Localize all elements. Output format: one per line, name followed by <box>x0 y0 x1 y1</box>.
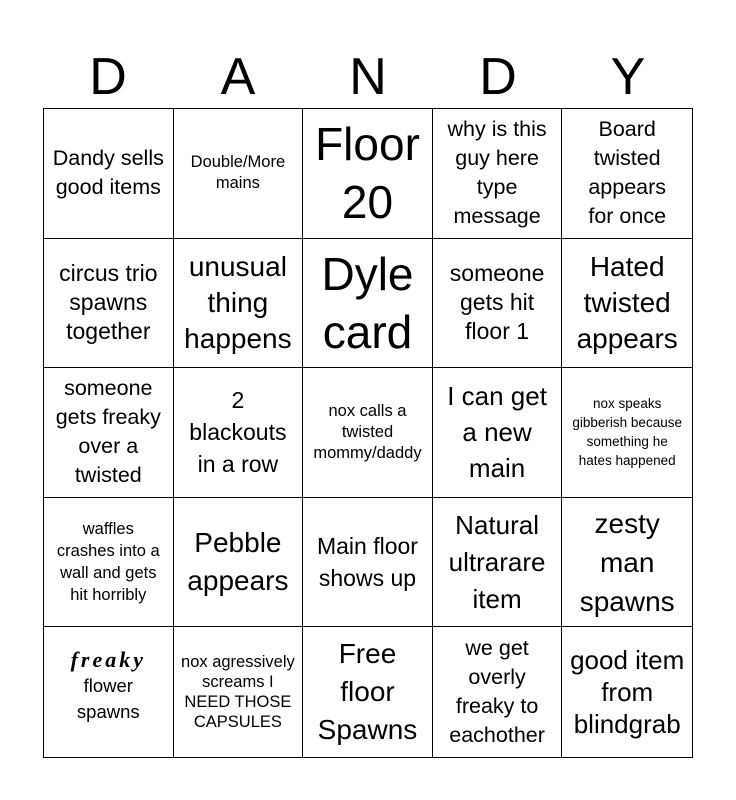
bingo-cell-13[interactable] <box>303 368 433 498</box>
bingo-cell-1[interactable] <box>44 109 174 239</box>
cell-text: nox speaks gibberish because something he hates happened <box>572 396 682 469</box>
cell-text: Floor 20 <box>315 118 420 229</box>
cell-text: zesty man spawns <box>579 507 675 617</box>
cell-text: I can get a new main <box>447 381 547 484</box>
bingo-cell-10[interactable] <box>562 239 692 369</box>
cell-text: Natural ultrarare item <box>448 509 546 614</box>
cell-text: Dandy sells good items <box>52 146 164 200</box>
cell-text: Double/More mains <box>190 153 286 193</box>
cell-text: someone gets hit floor 1 <box>449 260 545 345</box>
bingo-cell-4[interactable] <box>433 109 563 239</box>
cell-text-group <box>50 647 167 725</box>
cell-text: we get overly freaky to eachother <box>449 636 545 748</box>
cell-text: Hated twisted appears <box>576 250 678 354</box>
bingo-cell-18[interactable] <box>303 498 433 628</box>
bingo-cell-5[interactable] <box>562 109 692 239</box>
bingo-cell-25[interactable] <box>562 627 692 757</box>
cell-text: flower spawns <box>76 675 140 723</box>
bingo-cell-6[interactable] <box>44 239 174 369</box>
bingo-cell-22[interactable] <box>174 627 304 757</box>
cell-text: nox calls a twisted mommy/daddy <box>313 401 422 462</box>
bingo-grid <box>43 108 693 758</box>
cell-text: circus trio spawns together <box>59 260 158 345</box>
cell-text: waffles crashes into a wall and gets hit horribly <box>56 520 160 605</box>
bingo-cell-11[interactable] <box>44 368 174 498</box>
bingo-cell-12[interactable] <box>174 368 304 498</box>
cell-text: 2 blackouts in a row <box>189 387 287 478</box>
bingo-cell-16[interactable] <box>44 498 174 628</box>
bingo-cell-3[interactable] <box>303 109 433 239</box>
cell-text: Pebble appears <box>187 527 289 597</box>
bingo-cell-2[interactable] <box>174 109 304 239</box>
bingo-cell-19[interactable] <box>433 498 563 628</box>
cell-text: someone gets freaky over a twisted <box>55 376 161 488</box>
header-letter-d: D <box>89 48 127 106</box>
bingo-header <box>43 46 693 108</box>
cell-text: Dyle card <box>321 247 414 358</box>
header-letter-a: A <box>220 48 256 106</box>
header-letter-d2: D <box>479 48 517 106</box>
header-letter-n: N <box>349 48 387 106</box>
cell-text: nox agressively screams I NEED THOSE CAPSULES <box>181 653 295 732</box>
bingo-cell-9[interactable] <box>433 239 563 369</box>
bingo-cell-21[interactable] <box>44 627 174 757</box>
cell-text: Main floor shows up <box>316 533 418 592</box>
bingo-cell-15[interactable] <box>562 368 692 498</box>
bingo-cell-23[interactable] <box>303 627 433 757</box>
bingo-cell-24[interactable] <box>433 627 563 757</box>
bingo-cell-14[interactable] <box>433 368 563 498</box>
cell-text: unusual thing happens <box>184 250 292 354</box>
bingo-cell-7[interactable] <box>174 239 304 369</box>
cell-text: why is this guy here type message <box>447 117 547 229</box>
bingo-cell-17[interactable] <box>174 498 304 628</box>
bingo-cell-8[interactable] <box>303 239 433 369</box>
cell-text-stylized: freaky <box>70 647 146 673</box>
cell-text: Board twisted appears for once <box>588 117 667 229</box>
bingo-cell-20[interactable] <box>562 498 692 628</box>
cell-text: good item from blindgrab <box>570 645 685 740</box>
header-letter-y: Y <box>610 48 646 106</box>
cell-text: Free floor Spawns <box>317 638 418 746</box>
